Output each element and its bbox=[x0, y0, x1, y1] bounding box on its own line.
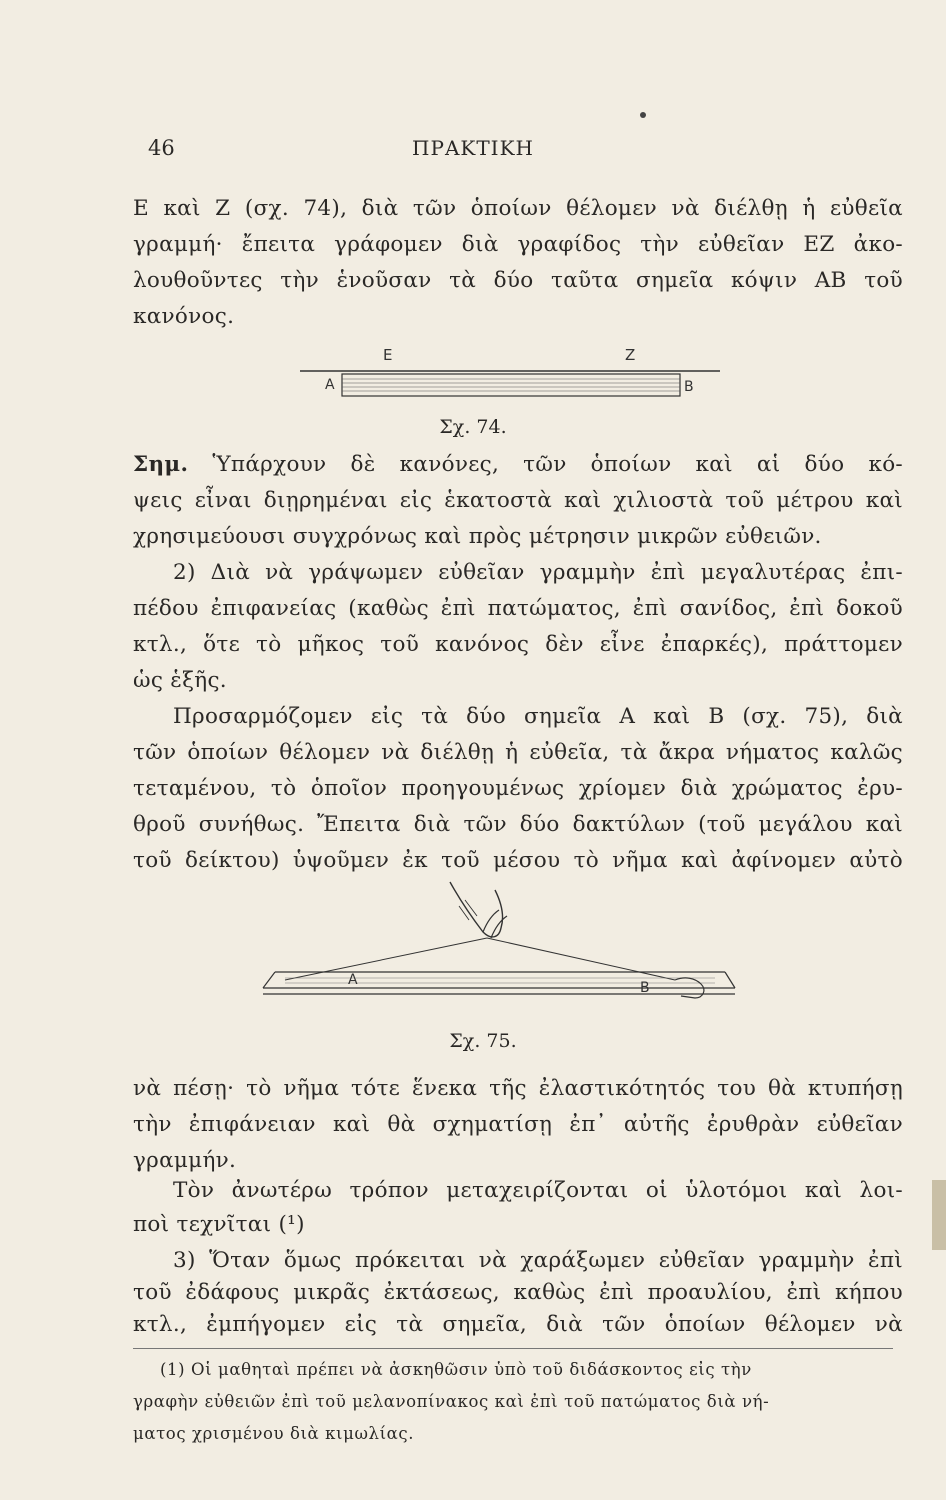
text-line: γραμμήν. bbox=[133, 1148, 237, 1173]
text-line: κανόνος. bbox=[133, 304, 235, 329]
text-line: 2) Διὰ νὰ γράψωμεν εὐθεῖαν γραμμὴν ἐπὶ μεγαλυτέρας ἐπι- bbox=[173, 560, 903, 585]
fig75-plank-front bbox=[263, 988, 735, 994]
footnote-rule bbox=[133, 1348, 893, 1349]
footnote-line: γραφὴν εὐθειῶν ἐπὶ τοῦ μελανοπίνακος καὶ ἐπὶ τοῦ πατώματος διὰ νή- bbox=[133, 1392, 770, 1411]
fig75-plank-edge bbox=[263, 972, 275, 988]
footnote-line: (1) Οἱ μαθηταὶ πρέπει νὰ ἀσκηθῶσιν ὑπὸ τοῦ διδάσκοντος εἰς τὴν bbox=[160, 1360, 752, 1379]
text-line: Τὸν ἀνωτέρω τρόπον μεταχειρίζονται οἱ ὑλοτόμοι καὶ λοι- bbox=[173, 1178, 903, 1203]
ink-dot bbox=[640, 112, 646, 118]
text-line: γραμμή· ἔπειτα γράφομεν διὰ γραφίδος τὴν εὐθεῖαν ΕΖ ἀκο- bbox=[133, 232, 903, 257]
text-line: κτλ., ὅτε τὸ μῆκος τοῦ κανόνος δὲν εἶνε ἐπαρκές), πράττομεν bbox=[133, 632, 903, 657]
page-number: 46 bbox=[148, 136, 175, 160]
fig74-ruler-body bbox=[342, 374, 680, 396]
figure-75-caption: Σχ. 75. bbox=[449, 1030, 517, 1052]
figure-74 bbox=[280, 340, 720, 410]
text-line: ποὶ τεχνῖται (¹) bbox=[133, 1212, 305, 1237]
text-line: νὰ πέσῃ· τὸ νῆμα τότε ἕνεκα τῆς ἐλαστικότητός του θὰ κτυπήσῃ bbox=[133, 1076, 903, 1101]
figure-74-caption: Σχ. 74. bbox=[439, 416, 507, 438]
text-line: τοῦ δείκτου) ὑψοῦμεν ἐκ τοῦ μέσου τὸ νῆμα καὶ ἀφίνομεν αὐτὸ bbox=[133, 848, 903, 873]
fig74-label-z: Ζ bbox=[625, 346, 636, 364]
page-edge-mark bbox=[932, 1180, 946, 1250]
fig75-label-a: Α bbox=[348, 972, 358, 988]
fig75-hand bbox=[450, 882, 503, 937]
note-line bbox=[133, 452, 903, 477]
fig75-string bbox=[487, 938, 675, 980]
footnote-line: ματος χρισμένου διὰ κιμωλίας. bbox=[133, 1424, 415, 1443]
text-line: πέδου ἐπιφανείας (καθὼς ἐπὶ πατώματος, ἐπὶ σανίδος, ἐπὶ δοκοῦ bbox=[133, 596, 903, 621]
fig74-label-a: Α bbox=[325, 377, 335, 393]
running-title: ΠΡΑΚΤΙΚΗ bbox=[412, 136, 534, 160]
text-line: τοῦ ἐδάφους μικρᾶς ἐκτάσεως, καθὼς ἐπὶ προαυλίου, ἐπὶ κήπου bbox=[133, 1280, 903, 1305]
text-line: κτλ., ἐμπήγομεν εἰς τὰ σημεῖα, διὰ τῶν ὁποίων θέλομεν νὰ bbox=[133, 1312, 903, 1337]
text-line: ψεις εἶναι διῃρημέναι εἰς ἑκατοστὰ καὶ χιλιοστὰ τοῦ μέτρου καὶ bbox=[133, 488, 903, 513]
note-text: Ὑπάρχουν δὲ κανόνες, τῶν ὁποίων καὶ αἱ δύο κό- bbox=[212, 452, 903, 477]
text-line: τὴν ἐπιφάνειαν καὶ θὰ σχηματίσῃ ἐπ᾽ αὐτῆς ἐρυθρὰν εὐθεῖαν bbox=[133, 1112, 903, 1137]
note-label: Σημ. bbox=[133, 452, 189, 477]
fig75-plank-edge bbox=[725, 972, 735, 988]
page-header bbox=[0, 136, 946, 166]
figure-75 bbox=[255, 880, 755, 1010]
text-line: θροῦ συνήθως. Ἔπειτα διὰ τῶν δύο δακτύλων (τοῦ μεγάλου καὶ bbox=[133, 812, 903, 837]
fig75-string bbox=[285, 938, 487, 980]
text-line: τεταμένου, τὸ ὁποῖον προηγουμένως χρίομεν διὰ χρώματος ἐρυ- bbox=[133, 776, 903, 801]
fig74-label-b: Β bbox=[684, 379, 694, 395]
text-line: Προσαρμόζομεν εἰς τὰ δύο σημεῖα Α καὶ Β (σχ. 75), διὰ bbox=[173, 704, 903, 729]
text-line: Ε καὶ Ζ (σχ. 74), διὰ τῶν ὁποίων θέλομεν νὰ διέλθῃ ἡ εὐθεῖα bbox=[133, 196, 903, 221]
text-line: χρησιμεύουσι συγχρόνως καὶ πρὸς μέτρησιν μικρῶν εὐθειῶν. bbox=[133, 524, 822, 549]
text-line: ὡς ἑξῆς. bbox=[133, 668, 227, 693]
text-line: τῶν ὁποίων θέλομεν νὰ διέλθῃ ἡ εὐθεῖα, τὰ ἄκρα νήματος καλῶς bbox=[133, 740, 903, 765]
text-line: 3) Ὅταν ὅμως πρόκειται νὰ χαράξωμεν εὐθεῖαν γραμμὴν ἐπὶ bbox=[173, 1248, 903, 1273]
fig75-label-b: Β bbox=[640, 980, 650, 996]
text-line: λουθοῦντες τὴν ἑνοῦσαν τὰ δύο ταῦτα σημεῖα κόψιν ΑΒ τοῦ bbox=[133, 268, 903, 293]
fig75-finger bbox=[483, 910, 507, 938]
fig74-label-e: Ε bbox=[383, 346, 393, 364]
